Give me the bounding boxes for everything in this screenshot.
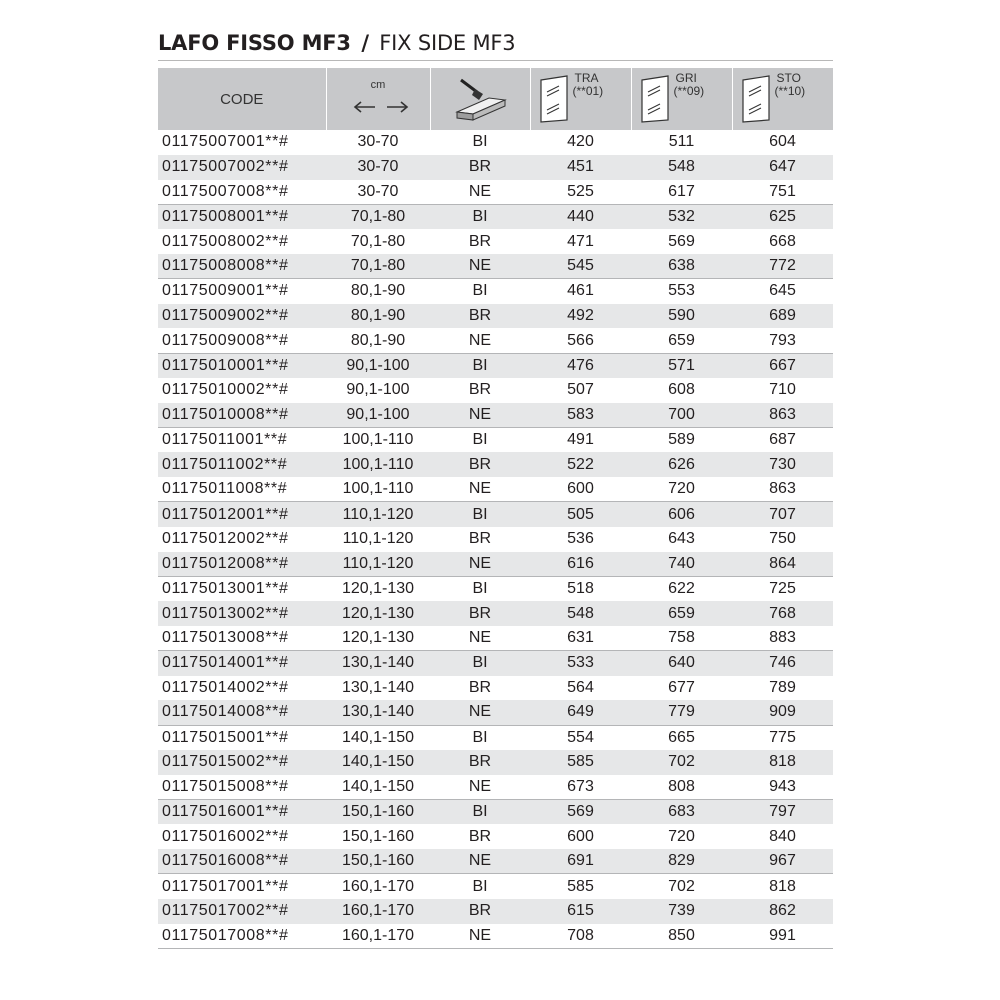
price-sto-cell: 862 — [732, 899, 833, 924]
table-row — [158, 626, 833, 651]
price-tra-cell: 507 — [567, 381, 594, 399]
table-row — [158, 824, 833, 849]
finish-cell: BI — [430, 651, 530, 676]
finish-cell: NE — [430, 254, 530, 279]
table-row — [158, 552, 833, 577]
code-cell: 01175013008**# — [158, 626, 326, 651]
price-tra-cell: 566 — [530, 328, 631, 353]
price-sto-cell: 707 — [732, 502, 833, 527]
price-tra-cell: 616 — [530, 552, 631, 577]
code-cell: 01175009002**# — [158, 304, 326, 329]
finish-cell: BI — [430, 204, 530, 229]
price-sto-cell: 840 — [769, 827, 796, 845]
finish-cell: BR — [468, 232, 492, 250]
price-sto-cell: 750 — [769, 530, 796, 548]
price-gri-cell: 720 — [631, 477, 732, 502]
price-gri-cell: 740 — [631, 552, 732, 577]
price-tra-cell: 673 — [530, 775, 631, 800]
finish-cell: NE — [430, 700, 530, 725]
price-gri-cell: 548 — [631, 155, 732, 180]
price-gri-cell: 829 — [631, 849, 732, 874]
price-gri-cell: 850 — [631, 924, 732, 949]
price-gri-cell: 511 — [668, 133, 695, 151]
column-header-size — [326, 68, 430, 130]
size-cell: 130,1-140 — [341, 678, 415, 696]
glass-panel-icon — [640, 74, 670, 124]
code-cell: 01175010001**# — [158, 353, 326, 378]
code-cell: 01175009008**# — [158, 328, 326, 353]
size-cell: 150,1-160 — [326, 800, 430, 825]
price-sto-cell: 725 — [769, 579, 796, 597]
finish-cell: NE — [430, 180, 530, 205]
price-tra-cell: 631 — [530, 626, 631, 651]
code-cell: 01175007001**# — [162, 133, 289, 151]
size-cell: 110,1-120 — [342, 530, 414, 548]
finish-cell: NE — [430, 328, 530, 353]
price-gri-cell: 553 — [668, 282, 695, 300]
price-gri-cell: 617 — [631, 180, 732, 205]
code-cell: 01175013001**# — [162, 579, 289, 597]
price-tra-cell: 461 — [567, 282, 594, 300]
price-gri-cell: 702 — [668, 877, 695, 895]
price-tra-cell: 491 — [567, 431, 594, 449]
size-cell: 80,1-90 — [350, 282, 406, 300]
column-header-glass-tra — [530, 68, 631, 130]
price-sto-cell: 991 — [732, 924, 833, 949]
table-row — [158, 576, 833, 601]
table-row — [158, 651, 833, 676]
price-gri-cell: 569 — [668, 232, 695, 250]
table-row — [158, 849, 833, 874]
finish-cell: BR — [430, 304, 530, 329]
code-cell: 01175008008**# — [158, 254, 326, 279]
price-gri-cell: 758 — [631, 626, 732, 651]
price-gri-cell: 659 — [631, 328, 732, 353]
glass-gri-code: (**09) — [673, 84, 705, 98]
size-cell: 140,1-150 — [341, 728, 415, 746]
finish-cell: BI — [472, 877, 488, 895]
finish-cell: BI — [472, 282, 488, 300]
size-cell: 120,1-130 — [326, 626, 430, 651]
price-tra-cell: 564 — [567, 678, 594, 696]
table-row — [158, 874, 833, 899]
table-row — [158, 676, 833, 701]
table-header — [158, 68, 833, 130]
size-cell: 90,1-100 — [346, 381, 410, 399]
price-sto-cell: 625 — [732, 204, 833, 229]
price-gri-cell: 739 — [631, 899, 732, 924]
price-sto-cell: 604 — [769, 133, 796, 151]
code-cell: 01175014002**# — [162, 678, 289, 696]
glass-gri-label: GRI — [675, 71, 697, 85]
price-sto-cell: 883 — [732, 626, 833, 651]
size-cell: 30-70 — [326, 155, 430, 180]
price-sto-cell: 710 — [769, 381, 796, 399]
code-cell: 01175010002**# — [162, 381, 289, 399]
size-cell: 160,1-170 — [326, 899, 430, 924]
price-gri-cell: 571 — [631, 353, 732, 378]
table-row — [158, 328, 833, 353]
price-sto-cell: 793 — [732, 328, 833, 353]
price-sto-cell: 909 — [732, 700, 833, 725]
table-row — [158, 353, 833, 378]
finish-cell: BR — [468, 381, 492, 399]
table-row — [158, 502, 833, 527]
price-sto-cell: 730 — [732, 452, 833, 477]
table-row — [158, 601, 833, 626]
table-row — [158, 700, 833, 725]
title-main: LAFO FISSO MF3 — [158, 31, 351, 55]
code-cell: 01175013002**# — [158, 601, 326, 626]
finish-cell: NE — [430, 403, 530, 428]
column-header-glass-sto — [732, 68, 833, 130]
finish-cell: BR — [468, 530, 492, 548]
table-row — [158, 304, 833, 329]
price-gri-cell: 683 — [631, 800, 732, 825]
price-sto-cell: 689 — [732, 304, 833, 329]
size-cell: 130,1-140 — [326, 700, 430, 725]
column-header-glass-gri — [631, 68, 732, 130]
price-tra-cell: 471 — [567, 232, 594, 250]
size-cell: 160,1-170 — [341, 877, 415, 895]
size-cell: 80,1-90 — [326, 304, 430, 329]
price-tra-cell: 533 — [530, 651, 631, 676]
finish-cell: NE — [430, 552, 530, 577]
finish-cell: NE — [430, 626, 530, 651]
code-cell: 01175017008**# — [158, 924, 326, 949]
code-cell: 01175012008**# — [158, 552, 326, 577]
table-row — [158, 477, 833, 502]
code-cell: 01175011002**# — [158, 452, 326, 477]
price-gri-cell: 808 — [631, 775, 732, 800]
price-tra-cell: 420 — [567, 133, 594, 151]
price-gri-cell: 622 — [668, 579, 695, 597]
table-row — [158, 279, 833, 304]
finish-cell: BI — [472, 431, 488, 449]
price-gri-cell: 720 — [668, 827, 695, 845]
price-gri-cell: 659 — [631, 601, 732, 626]
price-sto-cell: 668 — [769, 232, 796, 250]
size-cell: 80,1-90 — [326, 328, 430, 353]
price-tra-cell: 585 — [567, 877, 594, 895]
price-tra-cell: 545 — [530, 254, 631, 279]
price-tra-cell: 649 — [530, 700, 631, 725]
size-cell: 30-70 — [357, 133, 399, 151]
code-cell: 01175008001**# — [158, 204, 326, 229]
table-body — [158, 130, 833, 948]
table-row — [158, 378, 833, 403]
code-cell: 01175014001**# — [158, 651, 326, 676]
table-row — [158, 775, 833, 800]
code-cell: 01175011001**# — [162, 431, 288, 449]
size-cell: 110,1-120 — [326, 502, 430, 527]
price-gri-cell: 702 — [631, 750, 732, 775]
price-tra-cell: 525 — [530, 180, 631, 205]
code-cell: 01175010008**# — [158, 403, 326, 428]
price-gri-cell: 590 — [631, 304, 732, 329]
column-header-code: CODE — [158, 68, 326, 130]
code-cell: 01175014008**# — [158, 700, 326, 725]
price-gri-cell: 700 — [631, 403, 732, 428]
double-arrow-icon — [353, 100, 409, 114]
size-cell: 130,1-140 — [326, 651, 430, 676]
size-cell: 160,1-170 — [326, 924, 430, 949]
price-gri-cell: 606 — [631, 502, 732, 527]
price-sto-cell: 645 — [769, 282, 796, 300]
price-tra-cell: 708 — [530, 924, 631, 949]
table-row — [158, 403, 833, 428]
price-sto-cell: 789 — [769, 678, 796, 696]
price-tra-cell: 492 — [530, 304, 631, 329]
size-cell: 70,1-80 — [326, 254, 430, 279]
price-sto-cell: 818 — [732, 750, 833, 775]
price-gri-cell: 608 — [668, 381, 695, 399]
size-cell: 100,1-110 — [326, 452, 430, 477]
code-cell: 01175015002**# — [158, 750, 326, 775]
price-sto-cell: 667 — [732, 353, 833, 378]
price-tra-cell: 505 — [530, 502, 631, 527]
table-row — [158, 899, 833, 924]
price-sto-cell: 864 — [732, 552, 833, 577]
size-cell: 150,1-160 — [341, 827, 415, 845]
price-gri-cell: 677 — [668, 678, 695, 696]
size-cell: 100,1-110 — [342, 431, 414, 449]
finish-cell: BI — [430, 353, 530, 378]
glass-panel-icon — [741, 74, 771, 124]
table-row — [158, 750, 833, 775]
finish-cell: NE — [430, 849, 530, 874]
price-sto-cell: 863 — [732, 403, 833, 428]
size-cell: 120,1-130 — [341, 579, 415, 597]
finish-cell: BI — [430, 800, 530, 825]
code-cell: 01175016001**# — [158, 800, 326, 825]
table-row — [158, 180, 833, 205]
size-cell: 70,1-80 — [350, 232, 406, 250]
table-row — [158, 725, 833, 750]
code-cell: 01175017002**# — [158, 899, 326, 924]
price-tra-cell: 451 — [530, 155, 631, 180]
code-cell: 01175007008**# — [158, 180, 326, 205]
header-row — [158, 68, 833, 130]
table-row — [158, 800, 833, 825]
code-cell: 01175016002**# — [162, 827, 289, 845]
price-tra-cell: 548 — [530, 601, 631, 626]
price-sto-cell: 775 — [769, 728, 796, 746]
price-sto-cell: 863 — [732, 477, 833, 502]
price-sto-cell: 967 — [732, 849, 833, 874]
size-cell: 140,1-150 — [326, 750, 430, 775]
table-row — [158, 452, 833, 477]
price-sto-cell: 647 — [732, 155, 833, 180]
finish-cell: BI — [472, 579, 488, 597]
table-row — [158, 254, 833, 279]
table-row — [158, 428, 833, 453]
finish-cell: NE — [430, 775, 530, 800]
price-tra-cell: 600 — [530, 477, 631, 502]
finish-cell: BR — [430, 601, 530, 626]
code-cell: 01175016008**# — [158, 849, 326, 874]
price-sto-cell: 943 — [732, 775, 833, 800]
price-table — [158, 68, 833, 949]
price-gri-cell: 640 — [631, 651, 732, 676]
price-tra-cell: 615 — [530, 899, 631, 924]
page-title — [158, 28, 515, 58]
price-gri-cell: 589 — [668, 431, 695, 449]
table-row — [158, 229, 833, 254]
size-cell: 110,1-120 — [326, 552, 430, 577]
finish-cell: BI — [430, 502, 530, 527]
price-sto-cell: 751 — [732, 180, 833, 205]
price-sto-cell: 768 — [732, 601, 833, 626]
finish-cell: BR — [430, 899, 530, 924]
finish-cell: BR — [430, 155, 530, 180]
price-tra-cell: 569 — [530, 800, 631, 825]
size-cell: 90,1-100 — [326, 353, 430, 378]
price-tra-cell: 518 — [567, 579, 594, 597]
finish-cell: BI — [472, 728, 488, 746]
price-tra-cell: 522 — [530, 452, 631, 477]
code-cell: 01175017001**# — [162, 877, 289, 895]
price-gri-cell: 779 — [631, 700, 732, 725]
title-divider — [158, 60, 833, 61]
code-cell: 01175007002**# — [158, 155, 326, 180]
price-tra-cell: 600 — [567, 827, 594, 845]
size-cell: 70,1-80 — [326, 204, 430, 229]
code-cell: 01175015008**# — [158, 775, 326, 800]
size-cell: 90,1-100 — [326, 403, 430, 428]
table-row — [158, 155, 833, 180]
price-sto-cell: 797 — [732, 800, 833, 825]
price-sto-cell: 818 — [769, 877, 796, 895]
price-sto-cell: 772 — [732, 254, 833, 279]
glass-tra-label: TRA — [574, 71, 599, 85]
column-header-finish — [430, 68, 530, 130]
glass-sto-code: (**10) — [774, 84, 806, 98]
finish-cell: BI — [472, 133, 488, 151]
finish-cell: BR — [468, 678, 492, 696]
finish-cell: BR — [468, 827, 492, 845]
price-tra-cell: 440 — [530, 204, 631, 229]
size-unit-label: cm — [370, 79, 386, 91]
price-sto-cell: 687 — [769, 431, 796, 449]
price-gri-cell: 638 — [631, 254, 732, 279]
profile-finish-icon — [449, 74, 511, 126]
finish-cell: NE — [430, 477, 530, 502]
table-row — [158, 130, 833, 155]
size-cell: 120,1-130 — [326, 601, 430, 626]
table-row — [158, 204, 833, 229]
code-cell: 01175012002**# — [162, 530, 289, 548]
size-cell: 140,1-150 — [326, 775, 430, 800]
price-gri-cell: 626 — [631, 452, 732, 477]
table-row — [158, 924, 833, 949]
title-separator: / — [361, 31, 369, 55]
code-cell: 01175012001**# — [158, 502, 326, 527]
code-cell: 01175009001**# — [162, 282, 289, 300]
price-tra-cell: 583 — [530, 403, 631, 428]
glass-sto-label: STO — [776, 71, 801, 85]
price-tra-cell: 585 — [530, 750, 631, 775]
finish-cell: NE — [430, 924, 530, 949]
code-cell: 01175011008**# — [158, 477, 326, 502]
glass-tra-code: (**01) — [572, 84, 604, 98]
code-cell: 01175015001**# — [162, 728, 289, 746]
price-tra-cell: 691 — [530, 849, 631, 874]
table-row — [158, 527, 833, 552]
price-tra-cell: 554 — [567, 728, 594, 746]
size-cell: 150,1-160 — [326, 849, 430, 874]
price-gri-cell: 643 — [668, 530, 695, 548]
price-gri-cell: 665 — [668, 728, 695, 746]
price-tra-cell: 476 — [530, 353, 631, 378]
size-cell: 30-70 — [326, 180, 430, 205]
finish-cell: BR — [430, 750, 530, 775]
title-subtitle: FIX SIDE MF3 — [379, 31, 516, 55]
price-tra-cell: 536 — [567, 530, 594, 548]
price-gri-cell: 532 — [631, 204, 732, 229]
size-cell: 100,1-110 — [326, 477, 430, 502]
price-sto-cell: 746 — [732, 651, 833, 676]
finish-cell: BR — [430, 452, 530, 477]
code-cell: 01175008002**# — [162, 232, 289, 250]
glass-panel-icon — [539, 74, 569, 124]
